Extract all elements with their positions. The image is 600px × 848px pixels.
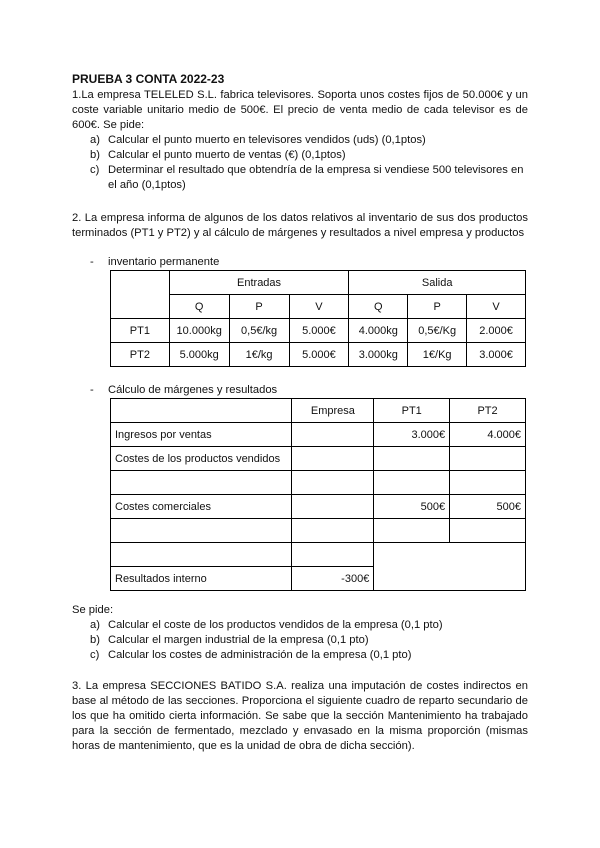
list-item: b) Calcular el margen industrial de la empresa (0,1 pto) (90, 634, 369, 646)
list-item: b) Calcular el punto muerto de ventas (€) (0,1ptos) (90, 149, 346, 161)
list-item: c) Determinar el resultado que obtendría de la empresa si vendiese 500 televisores en el año (0,1ptos) (90, 164, 524, 191)
table-row (111, 519, 526, 543)
table-row: Q P V Q P V (111, 295, 526, 319)
table-row: PT1 10.000kg 0,5€/kg 5.000€ 4.000kg 0,5€/Kg 2.000€ (111, 319, 526, 343)
table-row (111, 471, 526, 495)
inventory-label: - inventario permanente (90, 256, 220, 268)
table-row (111, 271, 526, 295)
table-row (111, 543, 526, 567)
q2-se-pide: Se pide: (72, 604, 114, 616)
q1-statement: 1.La empresa TELELED S.L. fabrica televisores. Soporta unos costes fijos de 50.000€ y un coste variable unitario medio de 500€. El precio de venta medio de cada televisor es de 600€. Se pide: (72, 89, 528, 131)
margins-table (110, 398, 526, 591)
list-item: c) Calcular los costes de administración de la empresa (0,1 pto) (90, 649, 412, 661)
table-row: PT2 5.000kg 1€/kg 5.000€ 3.000kg 1€/Kg 3.000€ (111, 343, 526, 367)
header-salida: Salida (349, 271, 526, 295)
list-item: a) Calcular el punto muerto en televisores vendidos (uds) (0,1ptos) (90, 134, 426, 146)
q3-statement: 3. La empresa SECCIONES BATIDO S.A. realiza una imputación de costes indirectos en base al método de las secciones. Proporciona el siguiente cuadro de reparto secundario de los que ha omitido cierta información. Se sabe que la sección Mantenimiento ha trabajado para la sección de fermentado, mezclado y envasado en la misma proporción (mismas horas de mantenimiento, que es la unidad de obra de dicha sección). (72, 680, 528, 752)
table-row: Empresa PT1 PT2 (111, 399, 526, 423)
q1-list (72, 133, 528, 193)
margins-label: - Cálculo de márgenes y resultados (90, 384, 278, 396)
header-entradas: Entradas (169, 271, 349, 295)
document-page (72, 72, 528, 754)
page-title: PRUEBA 3 CONTA 2022-23 (72, 72, 225, 86)
q2-statement: 2. La empresa informa de algunos de los datos relativos al inventario de sus dos productos terminados (PT1 y PT2) y al cálculo de márgenes y resultados a nivel empresa y productos (72, 212, 528, 239)
table-row: Ingresos por ventas 3.000€ 4.000€ (111, 423, 526, 447)
list-item: a) Calcular el coste de los productos vendidos de la empresa (0,1 pto) (90, 619, 443, 631)
q2-list (72, 618, 528, 663)
table-row: Costes de los productos vendidos (111, 447, 526, 471)
table-row: Costes comerciales 500€ 500€ (111, 495, 526, 519)
inventory-table (110, 270, 526, 367)
table-row: Resultados interno -300€ (111, 567, 526, 591)
